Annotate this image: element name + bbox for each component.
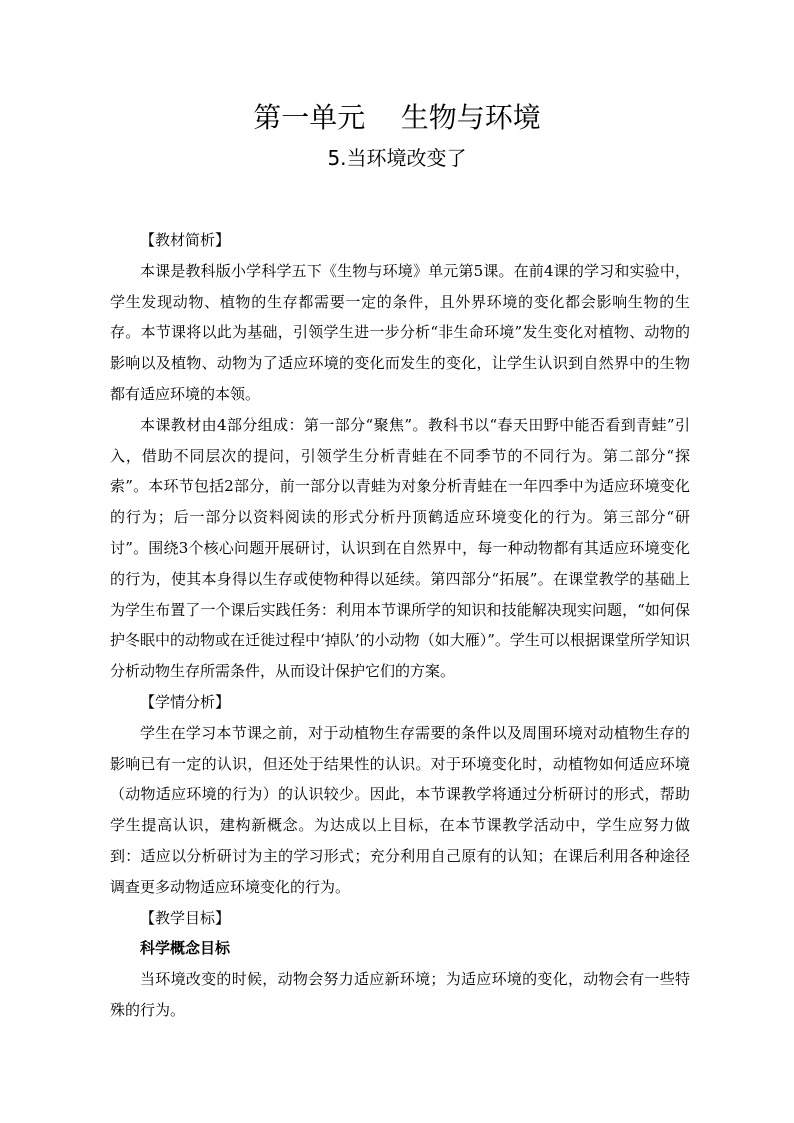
section-heading-learner-analysis: 【学情分析】 (140, 692, 231, 711)
document-body (110, 225, 690, 1026)
paragraph-textbook-analysis-2: 本课教材由4部分组成：第一部分“聚焦”。教科书以“春天田野中能否看到青蛙”引入，借助不同层次的提问，引领学生分析青蛙在不同季节的不同行为。第二部分“探索”。本环节包括2部分，前一部分以青蛙为对象分析青蛙在一年四季中为适应环境变化的行为；后一部分以资料阅读的形式分析丹顶鹤适应环境变化的行为。第三部分“研讨”。围绕3个核心问题开展研讨，认识到在自然界中，每一种动物都有其适应环境变化的行为，使其本身得以生存或使物种得以延续。第四部分“拓展”。在课堂教学的基础上为学生布置了一个课后实践任务：利用本节课所学的知识和技能解决现实问题，“如何保护冬眠中的动物或在迁徙过程中‘掉队’的小动物（如大雁）”。学生可以根据课堂所学知识分析动物生存所需条件，从而设计保护它们的方案。 (110, 415, 690, 681)
paragraph-learner-analysis-1: 学生在学习本节课之前，对于动植物生存需要的条件以及周围环境对动植物生存的影响已有一定的认识，但还处于结果性的认识。对于环境变化时，动植物如何适应环境（动物适应环境的行为）的认识较少。因此，本节课教学将通过分析研讨的形式，帮助学生提高认识，建构新概念。为达成以上目标，在本节课教学活动中，学生应努力做到：适应以分析研讨为主的学习形式；充分利用自己原有的认知；在课后利用各种途径调查更多动物适应环境变化的行为。 (110, 723, 690, 896)
section-heading-teaching-goals: 【教学目标】 (140, 908, 231, 927)
paragraph-textbook-analysis-1: 本课是教科版小学科学五下《生物与环境》单元第5课。在前4课的学习和实验中，学生发现动物、植物的生存都需要一定的条件，且外界环境的变化都会影响生物的生存。本节课将以此为基础，引领学生进一步分析“非生命环境”发生变化对植物、动物的影响以及植物、动物为了适应环境的变化而发生的变化，让学生认识到自然界中的生物都有适应环境的本领。 (110, 261, 690, 403)
lesson-title: 5.当环境改变了 (327, 146, 467, 170)
document-title: 第一单元 生物与环境 (253, 101, 541, 134)
subheading-science-concept-goal: 科学概念目标 (140, 939, 231, 958)
section-heading-textbook-analysis: 【教材简析】 (140, 231, 231, 249)
paragraph-teaching-goals-1: 当环境改变的时候，动物会努力适应新环境；为适应环境的变化，动物会有一些特殊的行为。 (110, 970, 690, 1019)
